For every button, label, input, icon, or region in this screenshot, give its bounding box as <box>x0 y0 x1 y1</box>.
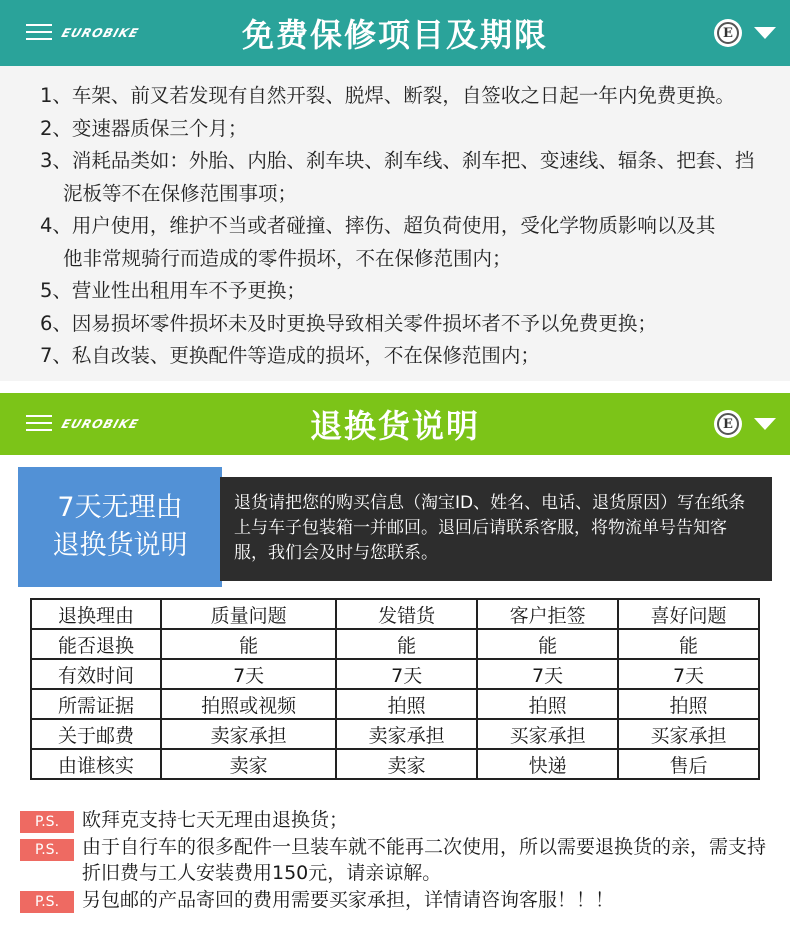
seven-day-return-badge: 7天无理由 退换货说明 <box>18 467 222 587</box>
return-instructions: 退货请把您的购买信息（淘宝ID、姓名、电话、退货原因）写在纸条上与车子包装箱一并邮回。退回后请联系客服，将物流单号告知客服，我们会及时与您联系。 <box>220 477 772 581</box>
warranty-header <box>0 0 790 66</box>
table-row: 退换理由 质量问题 发错货 客户拒签 喜好问题 <box>31 599 759 629</box>
table-row: 所需证据 拍照或视频 拍照 拍照 拍照 <box>31 689 759 719</box>
ps-note: P.S. 另包邮的产品寄回的费用需要买家承担，详情请咨询客服！！！ <box>20 886 780 914</box>
e-logo-icon: E <box>714 19 742 47</box>
warranty-item: 7、私自改装、更换配件等造成的损坏，不在保修范围内； <box>40 344 540 367</box>
warranty-item: 2、变速器质保三个月； <box>40 116 248 140</box>
chevron-down-icon[interactable] <box>754 27 776 39</box>
brand-logo: EUROBIKE <box>59 26 141 40</box>
table-row: 能否退换 能 能 能 能 <box>31 629 759 659</box>
table-row: 有效时间 7天 7天 7天 7天 <box>31 659 759 689</box>
return-header <box>0 393 790 455</box>
warranty-item: 4、用户使用，维护不当或者碰撞、摔伤、超负荷使用，受化学物质影响以及其 他非常规骑行而造成的零件损坏，不在保修范围内； <box>40 214 716 270</box>
return-title: 退换货说明 <box>309 407 480 445</box>
warranty-list <box>0 66 790 381</box>
warranty-item: 5、营业性出租用车不予更换； <box>40 279 306 302</box>
ps-notes <box>20 806 780 914</box>
ps-tag: P.S. <box>20 839 74 861</box>
warranty-item: 3、消耗品类如：外胎、内胎、刹车块、刹车线、刹车把、变速线、辐条、把套、挡 泥板等不在保修范围事项； <box>40 149 755 205</box>
ps-tag: P.S. <box>20 811 74 833</box>
return-explanation <box>0 467 790 587</box>
warranty-item: 1、车架、前叉若发现有自然开裂、脱焊、断裂，自签收之日起一年内免费更换。 <box>40 84 735 107</box>
ps-note: P.S. 欧拜克支持七天无理由退换货； <box>20 806 780 834</box>
ps-note: P.S. 由于自行车的很多配件一旦装车就不能再二次使用，所以需要退换货的亲，需支持折旧费与工人安装费用150元，请亲谅解。 <box>20 834 780 886</box>
ps-tag: P.S. <box>20 891 74 913</box>
warranty-item: 6、因易损坏零件损坏未及时更换导致相关零件损坏者不予以免费更换； <box>40 311 657 335</box>
e-logo-icon: E <box>714 410 742 438</box>
table-row: 由谁核实 卖家 卖家 快递 售后 <box>31 749 759 779</box>
brand-logo: EUROBIKE <box>59 417 141 431</box>
return-policy-table <box>30 598 760 780</box>
warranty-title: 免费保修项目及期限 <box>241 16 548 54</box>
table-row: 关于邮费 卖家承担 卖家承担 买家承担 买家承担 <box>31 719 759 749</box>
chevron-down-icon[interactable] <box>754 418 776 430</box>
